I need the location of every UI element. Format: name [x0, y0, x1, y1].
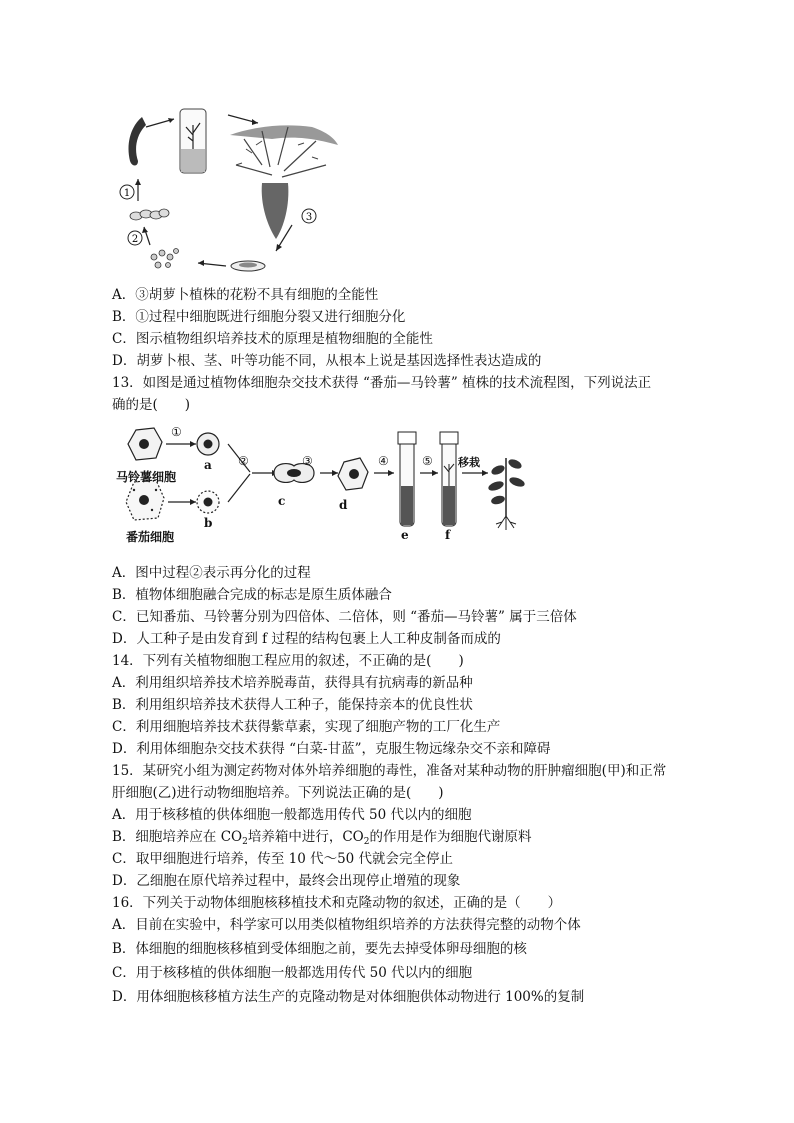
- node-label-b: b: [204, 516, 213, 530]
- q15-stem-line2: 肝细胞(乙)进行动物细胞培养。下列说法正确的是( ): [112, 785, 444, 801]
- q12-option-d: D．胡萝卜根、茎、叶等功能不同，从根本上说是基因选择性表达造成的: [112, 353, 542, 369]
- step-label-2: ②: [238, 454, 249, 468]
- q13-option-c: C．已知番茄、马铃薯分别为四倍体、二倍体，则 “番茄—马铃薯” 属于三倍体: [112, 609, 577, 625]
- q12-option-c: C．图示植物组织培养技术的原理是植物细胞的全能性: [112, 331, 433, 347]
- transplant-label: 移栽: [458, 456, 480, 469]
- q14-option-c: C．利用细胞培养技术获得紫草素，实现了细胞产物的工厂化生产: [112, 719, 501, 735]
- step-label-5: ⑤: [422, 454, 433, 468]
- q15-stem-line1: 15．某研究小组为测定药物对体外培养细胞的毒性，准备对某种动物的肝肿瘤细胞(甲)和正常: [112, 763, 667, 779]
- q16-option-d: D．用体细胞核移植方法生产的克隆动物是对体细胞供体动物进行 100%的复制: [112, 989, 585, 1005]
- q13-option-d: D．人工种子是由发育到 f 过程的结构包裹上人工种皮制备而成的: [112, 631, 501, 647]
- hybridization-diagram: [112, 424, 532, 554]
- svg-text:3: 3: [305, 212, 313, 223]
- q14-option-a: A．利用组织培养技术培养脱毒苗，获得具有抗病毒的新品种: [112, 675, 473, 691]
- svg-text:2: 2: [131, 234, 139, 245]
- carrot-plant: [230, 125, 338, 239]
- q15-option-c: C．取甲细胞进行培养，传至 10 代～50 代就会完全停止: [112, 851, 454, 867]
- q13-stem-line2: 确的是( ): [112, 397, 191, 413]
- q15-option-a: A．用于核移植的供体细胞一般都选用传代 50 代以内的细胞: [112, 807, 472, 823]
- node-label-f: f: [445, 528, 451, 542]
- somatic-hybridization-figure: [112, 424, 532, 554]
- tomato-cell-label: 番茄细胞: [126, 530, 175, 544]
- q16-option-a: A．目前在实验中，科学家可以用类似植物组织培养的方法获得完整的动物个体: [112, 917, 581, 933]
- node-label-a: a: [204, 458, 212, 472]
- culture-tube-f: [440, 432, 458, 526]
- culture-tube-e: [398, 432, 416, 526]
- q14-option-b: B．利用组织培养技术获得人工种子，能保持亲本的优良性状: [112, 697, 473, 713]
- q15-option-d: D．乙细胞在原代培养过程中，最终会出现停止增殖的现象: [112, 873, 461, 889]
- q16-option-b: B．体细胞的细胞核移植到受体细胞之前，要先去掉受体卵母细胞的核: [112, 941, 527, 957]
- carrot-tissue-culture-figure: [112, 105, 342, 275]
- q12-option-a: A．③胡萝卜植株的花粉不具有细胞的全能性: [112, 287, 379, 303]
- node-label-d: d: [339, 498, 348, 512]
- q14-option-d: D．利用体细胞杂交技术获得 “白菜-甘蓝”，克服生物远缘杂交不亲和障碍: [112, 741, 551, 757]
- step-label-4: ④: [378, 454, 389, 468]
- explant-shape: [129, 117, 147, 166]
- q12-option-b: B．①过程中细胞既进行细胞分裂又进行细胞分化: [112, 309, 406, 325]
- test-tube-plantlet: [180, 109, 206, 173]
- q13-option-b: B．植物体细胞融合完成的标志是原生质体融合: [112, 587, 392, 603]
- q16-option-c: C．用于核移植的供体细胞一般都选用传代 50 代以内的细胞: [112, 965, 473, 981]
- q13-option-a: A．图中过程②表示再分化的过程: [112, 565, 311, 581]
- potato-cell-label: 马铃薯细胞: [116, 470, 177, 484]
- hybrid-plant: [487, 457, 526, 530]
- q13-stem-line1: 13．如图是通过植物体细胞杂交技术获得 “番茄—马铃薯” 植株的技术流程图，下列说法正: [112, 375, 652, 391]
- cell-cluster: [130, 209, 169, 220]
- q15-option-b: B．细胞培养应在 $CO_2$培养箱中进行，$CO_2$的作用是作为细胞代谢原料: [112, 829, 532, 847]
- petri-dish: [231, 261, 265, 271]
- svg-text:1: 1: [123, 188, 131, 199]
- node-label-e: e: [401, 528, 409, 542]
- node-label-c: c: [278, 494, 286, 508]
- suspension-cells: [151, 249, 179, 269]
- q16-stem: 16．下列关于动物体细胞核移植技术和克隆动物的叙述，正确的是（ ）: [112, 895, 562, 911]
- q14-stem: 14．下列有关植物细胞工程应用的叙述，不正确的是( ): [112, 653, 464, 669]
- step-label-3: ③: [302, 454, 313, 468]
- step-label-1: ①: [171, 425, 182, 439]
